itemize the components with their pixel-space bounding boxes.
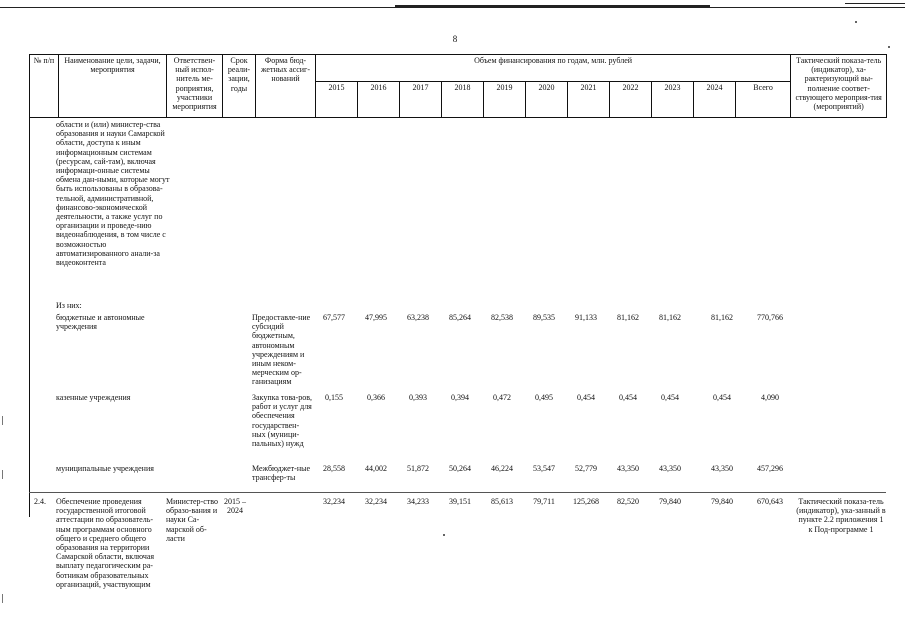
value-cell: 46,224 [491,464,513,473]
scan-speck [443,534,445,536]
value-cell: 85,264 [449,313,471,322]
scan-top-line-right [845,3,905,4]
year-header: 2015 [316,82,358,118]
header-num: № п/п [30,55,59,118]
value-cell: 51,872 [407,464,429,473]
header-term: Срок реали-зации, годы [223,55,256,118]
year-header: 2021 [568,82,610,118]
row-form-state: Закупка това-ров, работ и услуг для обеспечения государствен-ных (муници-пальных) нужд [252,393,312,449]
year-header: 2017 [400,82,442,118]
value-cell: 43,350 [659,464,681,473]
item-term: 2015 – 2024 [224,497,246,516]
year-header: 2018 [442,82,484,118]
item-responsible: Министер-ство образо-вания и науки Са-марской об-ласти [166,497,218,543]
value-cell: 43,350 [711,464,733,473]
value-cell: 0,454 [661,393,679,402]
continued-text: области и (или) министер-ства образования и науки Самарской области, доступа к иным информационным системам (ресурсам, сай-там), включая информаци-онные системы обмена дан-ными, которые могут быть использованы в образова-тельной, административной, финансово-экономической деятельности, а также услуг по организации и проведе-нию видеонаблюдения, в том числе с возможностью автоматизированного анали-за видеоконтента [56,120,170,268]
item-name: Обеспечение проведения государственной итоговой аттестации по образователь-ным программам основного общего и среднего общего образования на территории Самарской области, включая выплату педагогическим ра-ботникам образовательных организаций, участвующим [56,497,155,589]
value-cell: 125,268 [573,497,599,506]
value-cell: 28,558 [323,464,345,473]
item-number: 2.4. [34,497,46,506]
row-form-budget: Предоставле-ние субсидий бюджетным, автономным учреждениям и иным неком-мерческим ор-ганизациям [252,313,311,387]
value-total: 770,766 [757,313,783,322]
value-cell: 79,840 [711,497,733,506]
value-cell: 0,454 [713,393,731,402]
column-rule [29,117,30,517]
value-cell: 0,495 [535,393,553,402]
value-cell: 53,547 [533,464,555,473]
value-cell: 34,233 [407,497,429,506]
header-indicator: Тактический показа-тель (индикатор), ха-рактеризующий вы-полнение соответ-ствующего мероприя-тия (мероприятий) [791,55,887,118]
scan-top-line-thick [395,5,710,7]
scan-speck [855,21,857,23]
value-cell: 0,155 [325,393,343,402]
value-cell: 0,454 [619,393,637,402]
value-cell: 43,350 [617,464,639,473]
value-total: 4,090 [761,393,779,402]
value-cell: 81,162 [711,313,733,322]
value-cell: 0,472 [493,393,511,402]
year-header: 2016 [358,82,400,118]
value-cell: 50,264 [449,464,471,473]
scan-speck [888,46,890,48]
item-indicator: Тактический показа-тель (индикатор), ука-занный в пункте 2.2 приложения 1 к Под-программе 1 [796,497,886,534]
value-cell: 0,394 [451,393,469,402]
year-header-total: Всего [736,82,791,118]
row-name-municipal: муниципальные учреждения [56,464,154,473]
of-them-label: Из них: [56,301,82,310]
year-header: 2022 [610,82,652,118]
year-header: 2023 [652,82,694,118]
header-finance: Объем финансирования по годам, млн. рублей [316,55,791,82]
year-header: 2024 [694,82,736,118]
value-cell: 0,366 [367,393,385,402]
value-total: 457,296 [757,464,783,473]
margin-mark [2,594,3,603]
value-cell: 81,162 [659,313,681,322]
value-cell: 89,535 [533,313,555,322]
value-cell: 82,538 [491,313,513,322]
year-header: 2019 [484,82,526,118]
value-total: 670,643 [757,497,783,506]
year-header: 2020 [526,82,568,118]
value-cell: 0,454 [577,393,595,402]
value-cell: 39,151 [449,497,471,506]
value-cell: 79,840 [659,497,681,506]
value-cell: 82,520 [617,497,639,506]
page-number: 8 [452,34,458,44]
row-form-municipal: Межбюджет-ные трансфер-ты [252,464,311,483]
row-separator [29,492,886,493]
row-name-budget: бюджетные и автономные учреждения [56,313,145,332]
value-cell: 81,162 [617,313,639,322]
value-cell: 91,133 [575,313,597,322]
header-form: Форма бюд-жетных ассиг-нований [256,55,316,118]
value-cell: 47,995 [365,313,387,322]
value-cell: 32,234 [365,497,387,506]
header-name: Наименование цели, задачи, мероприятия [59,55,167,118]
value-cell: 63,238 [407,313,429,322]
row-name-state: казенные учреждения [56,393,131,402]
scan-top-line [0,7,905,8]
value-cell: 0,393 [409,393,427,402]
margin-mark [2,416,3,425]
margin-mark [2,470,3,479]
value-cell: 79,711 [533,497,555,506]
value-cell: 44,002 [365,464,387,473]
finance-table-header [29,54,887,118]
value-cell: 67,577 [323,313,345,322]
header-responsible: Ответствен-ный испол-нитель ме-роприятия, участники мероприятия [167,55,223,118]
value-cell: 52,779 [575,464,597,473]
value-cell: 32,234 [323,497,345,506]
value-cell: 85,613 [491,497,513,506]
